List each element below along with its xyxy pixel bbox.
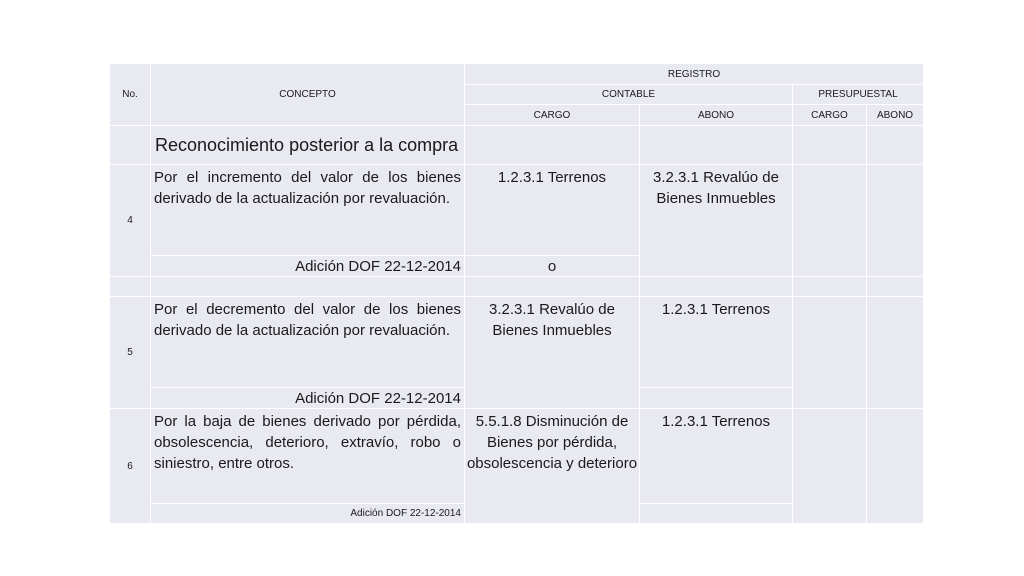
- row-abono: 1.2.3.1 Terrenos: [640, 297, 793, 388]
- row-presupuestal-cargo: [793, 165, 867, 277]
- row-cargo: 5.5.1.8 Disminución de Bienes por pérdida, obsolescencia y deterioro: [465, 409, 640, 524]
- row-presupuestal-cargo: [793, 409, 867, 524]
- row-concepto: Por el incremento del valor de los bienes derivado de la actualización por revaluación.: [151, 165, 465, 256]
- header-presupuestal-cargo: CARGO: [793, 105, 867, 126]
- spacer-cell: [151, 277, 465, 297]
- row-no: 4: [110, 165, 151, 277]
- spacer-cell: [640, 277, 793, 297]
- row-presupuestal-abono: [867, 165, 924, 277]
- registro-table: [109, 63, 924, 524]
- row-presupuestal-cargo: [793, 297, 867, 409]
- row-concepto: Por el decremento del valor de los bienes derivado de la actualización por revaluación.: [151, 297, 465, 388]
- spacer-cell: [867, 277, 924, 297]
- spacer-cell: [110, 277, 151, 297]
- row-adicion-cargo: o: [465, 256, 640, 277]
- header-registro: REGISTRO: [465, 64, 924, 85]
- section-empty-cell: [640, 126, 793, 165]
- section-title: Reconocimiento posterior a la compra: [151, 126, 465, 165]
- row-adicion-abono-empty: [640, 388, 793, 409]
- header-presupuestal-abono: ABONO: [867, 105, 924, 126]
- header-presupuestal: PRESUPUESTAL: [793, 85, 924, 105]
- spacer-cell: [793, 277, 867, 297]
- row-concepto: Por la baja de bienes derivado por pérdida, obsolescencia, deterioro, extravío, robo o siniestro, entre otros.: [151, 409, 465, 504]
- section-empty-cell: [465, 126, 640, 165]
- row-presupuestal-abono: [867, 297, 924, 409]
- row-adicion-abono-empty: [640, 504, 793, 524]
- section-empty-cell: [793, 126, 867, 165]
- header-contable: CONTABLE: [465, 85, 793, 105]
- section-empty-cell: [867, 126, 924, 165]
- row-presupuestal-abono: [867, 409, 924, 524]
- row-no: 6: [110, 409, 151, 524]
- header-contable-abono: ABONO: [640, 105, 793, 126]
- spacer-cell: [465, 277, 640, 297]
- row-cargo: 1.2.3.1 Terrenos: [465, 165, 640, 256]
- header-contable-cargo: CARGO: [465, 105, 640, 126]
- row-cargo: 3.2.3.1 Revalúo de Bienes Inmuebles: [465, 297, 640, 409]
- row-abono: 1.2.3.1 Terrenos: [640, 409, 793, 504]
- header-concepto: CONCEPTO: [151, 64, 465, 126]
- row-adicion: Adición DOF 22-12-2014: [151, 256, 465, 277]
- row-adicion: Adición DOF 22-12-2014: [151, 504, 465, 524]
- row-abono: 3.2.3.1 Revalúo de Bienes Inmuebles: [640, 165, 793, 277]
- section-no-empty: [110, 126, 151, 165]
- row-no: 5: [110, 297, 151, 409]
- row-adicion: Adición DOF 22-12-2014: [151, 388, 465, 409]
- header-no: No.: [110, 64, 151, 126]
